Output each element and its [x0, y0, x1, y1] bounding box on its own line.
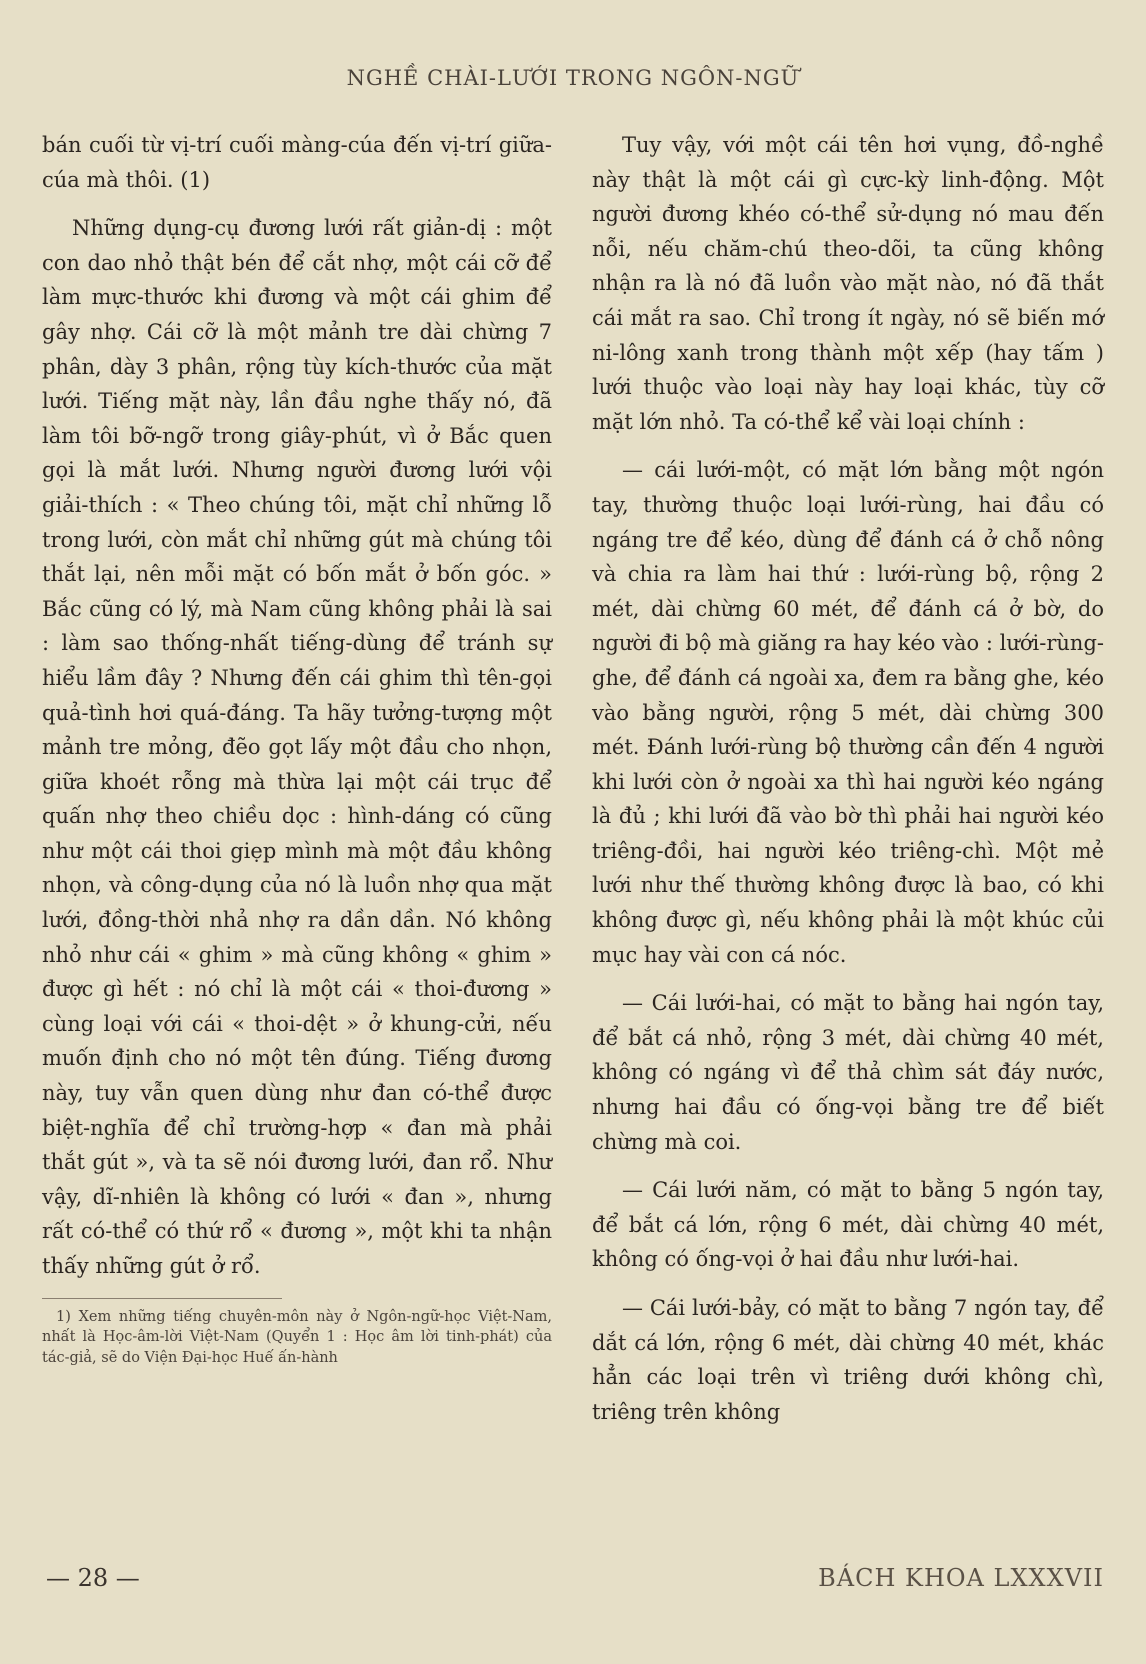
paragraph: — cái lưới-một, có mặt lớn bằng một ngón tay, thường thuộc loại lưới-rùng, hai đầu có ngáng tre để kéo, dùng để đánh cá ở chỗ nông và chia ra làm hai thứ : lưới-rùng bộ, rộng 2 mét, dài chừng 60 mét, để đánh cá ở bờ, do người đi bộ mà giăng ra hay kéo vào : lưới-rùng-ghe, để đánh cá ngoài xa, đem ra bằng ghe, kéo vào bằng người, rộng 5 mét, dài chừng 300 mét. Đánh lưới-rùng bộ thường cần đến 4 người khi lưới còn ở ngoài xa thì hai người kéo ngáng là đủ ; khi lưới đã vào bờ thì phải hai người kéo triêng-đồi, hai người kéo triêng-chì. Một mẻ lưới như thế thường không được là bao, có khi không được gì, nếu không phải là một khúc củi mục hay vài con cá nóc.	[592, 458, 1104, 967]
journal-name: BÁCH KHOA LXXXVII	[818, 1564, 1104, 1592]
paragraph: — Cái lưới năm, có mặt to bằng 5 ngón tay, để bắt cá lớn, rộng 6 mét, dài chừng 40 mét, không có ống-vọi ở hai đầu như lưới-hai.	[592, 1178, 1104, 1272]
paragraph: — Cái lưới-hai, có mặt to bằng hai ngón tay, để bắt cá nhỏ, rộng 3 mét, dài chừng 40 mét, không có ngáng vì để thả chìm sát đáy nước, nhưng hai đầu có ống-vọi bằng tre để biết chừng mà coi.	[592, 991, 1104, 1154]
left-column	[42, 128, 552, 1368]
paragraph: bán cuối từ vị-trí cuối màng-cúa đến vị-trí giữa-cúa mà thôi. (1)	[42, 133, 552, 192]
paragraph: — Cái lưới-bảy, có mặt to bằng 7 ngón tay, để dắt cá lớn, rộng 6 mét, dài chừng 40 mét, khác hẳn các loại trên vì triêng dưới không chì, triêng trên không	[592, 1296, 1104, 1424]
right-column	[592, 128, 1104, 1443]
footnote: 1) Xem những tiếng chuyên-môn này ở Ngôn-ngữ-học Việt-Nam, nhất là Học-âm-lời Việt-Nam (Quyển 1 : Học âm lời tinh-phát) của tác-giả, sẽ do Viện Đại-học Huế ấn-hành	[42, 1308, 552, 1366]
paragraph: Những dụng-cụ đương lưới rất giản-dị : một con dao nhỏ thật bén để cắt nhợ, một cái cỡ để làm mực-thước khi đương và một cái ghim để gây nhợ. Cái cỡ là một mảnh tre dài chừng 7 phân, dày 3 phân, rộng tùy kích-thước của mặt lưới. Tiếng mặt này, lần đầu nghe thấy nó, đã làm tôi bỡ-ngỡ trong giây-phút, vì ở Bắc quen gọi là mắt lưới. Nhưng người đương lưới vội giải-thích : « Theo chúng tôi, mặt chỉ những lỗ trong lưới, còn mắt chỉ những gút mà chúng tôi thắt lại, nên mỗi mặt có bốn mắt ở bốn góc. » Bắc cũng có lý, mà Nam cũng không phải là sai : làm sao thống-nhất tiếng-dùng để tránh sự hiểu lầm đây ? Nhưng đến cái ghim thì tên-gọi quả-tình hơi quá-đáng. Ta hãy tưởng-tượng một mảnh tre mỏng, đẽo gọt lấy một đầu cho nhọn, giữa khoét rỗng mà thừa lại một cái trục để quấn nhợ theo chiều dọc : hình-dáng có cũng như một cái thoi giẹp mình mà một đầu không nhọn, và công-dụng của nó là luồn nhợ qua mặt lưới, đồng-thời nhả nhợ ra dần dần. Nó không nhỏ như cái « ghim » mà cũng không « ghim » được gì hết : nó chỉ là một cái « thoi-đương » cùng loại với cái « thoi-dệt » ở khung-cửi, nếu muốn định cho nó một tên đúng. Tiếng đương này, tuy vẫn quen dùng như đan có-thể được biệt-nghĩa để chỉ trường-hợp « đan mà phải thắt gút », và ta sẽ nói đương lưới, đan rổ. Như vậy, dĩ-nhiên là không có lưới « đan », nhưng rất có-thể có thứ rổ « đương », một khi ta nhận thấy những gút ở rổ.	[42, 216, 552, 1278]
footnote-divider	[42, 1298, 282, 1299]
running-title: NGHỀ CHÀI-LƯỚI TRONG NGÔN-NGỮ	[346, 66, 800, 90]
page-number: — 28 —	[46, 1564, 140, 1592]
paragraph: Tuy vậy, với một cái tên hơi vụng, đồ-nghề này thật là một cái gì cực-kỳ linh-động. Một người đương khéo có-thể sử-dụng nó mau đến nỗi, nếu chăm-chú theo-dõi, ta cũng không nhận ra là nó đã luồn vào mặt nào, nó đã thắt cái mắt ra sao. Chỉ trong ít ngày, nó sẽ biến mớ ni-lông xanh trong thành một xếp (hay tấm ) lưới thuộc vào loại này hay loại khác, tùy cỡ mặt lớn nhỏ. Ta có-thể kể vài loại chính :	[592, 133, 1104, 434]
